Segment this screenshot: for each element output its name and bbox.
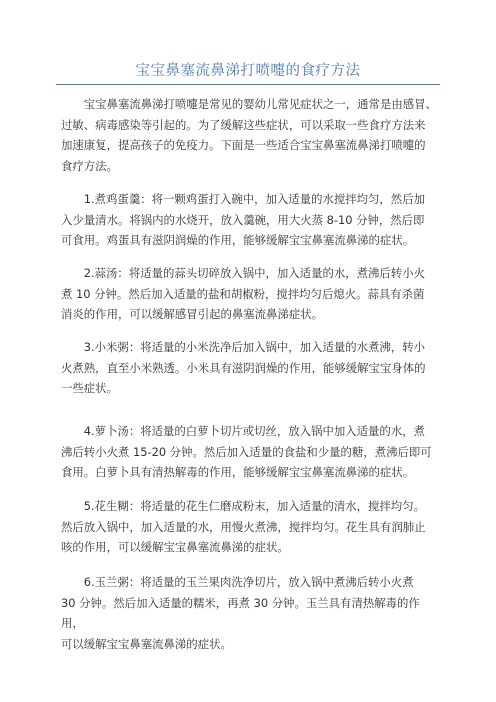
intro-paragraph: 宝宝鼻塞流鼻涕打喷嚏是常见的婴幼儿常见症状之一，通常是由感冒、 过敏、病毒感染等引起的。为了缓解这些症状，可以采取一些食疗方法来 加速康复，提高孩子的免疫力。下面是一些适合宝宝鼻塞流鼻涕打喷嚏的 食疗方法。 [61, 97, 437, 173]
recipe-paragraph-3: 3.小米粥：将适量的小米洗净后加入锅中，加入适量的水煮沸，转小 火煮熟，直至小米熟透。小米具有滋阴润燥的作用，能够缓解宝宝身体的 一些症状。 [61, 340, 426, 395]
recipe-paragraph-4: 4.萝卜汤：将适量的白萝卜切片或切丝，放入锅中加入适量的水，煮 沸后转小火煮 15-20 分钟。然后加入适量的食盐和少量的糖，煮沸后即可 食用。白萝卜具有清热解毒的作用，能够缓解宝宝鼻塞流鼻涕的症状。 [61, 424, 432, 479]
recipe-paragraph-6: 6.玉兰粥：将适量的玉兰果肉洗净切片，放入锅中煮沸后转小火煮 30 分钟。然后加入适量的糯米，再煮 30 分钟。玉兰具有清热解毒的作用， 可以缓解宝宝鼻塞流鼻涕的症状。 [61, 575, 420, 651]
title-underline [56, 84, 440, 85]
document-title: 宝宝鼻塞流鼻涕打喷嚏的食疗方法 [135, 63, 361, 79]
recipe-paragraph-5: 5.花生糊：将适量的花生仁磨成粉末，加入适量的清水，搅拌均匀。 然后放入锅中，加入适量的水，用慢火煮沸，搅拌均匀。花生具有润肺止 咳的作用，可以缓解宝宝鼻塞流鼻涕的症状。 [61, 499, 426, 554]
recipe-paragraph-1: 1.煮鸡蛋羹：将一颗鸡蛋打入碗中，加入适量的水搅拌均匀，然后加 入少量清水。将锅内的水烧开，放入羹碗，用大火蒸 8-10 分钟，然后即 可食用。鸡蛋具有滋阴润燥的作用，能够缓解宝宝鼻塞流鼻涕的症状。 [61, 192, 425, 247]
recipe-paragraph-2: 2.蒜汤：将适量的蒜头切碎放入锅中，加入适量的水，煮沸后转小火 煮 10 分钟。然后加入适量的盐和胡椒粉，搅拌均匀后熄火。蒜具有杀菌 消炎的作用，可以缓解感冒引起的鼻塞流鼻涕症状。 [61, 266, 425, 321]
